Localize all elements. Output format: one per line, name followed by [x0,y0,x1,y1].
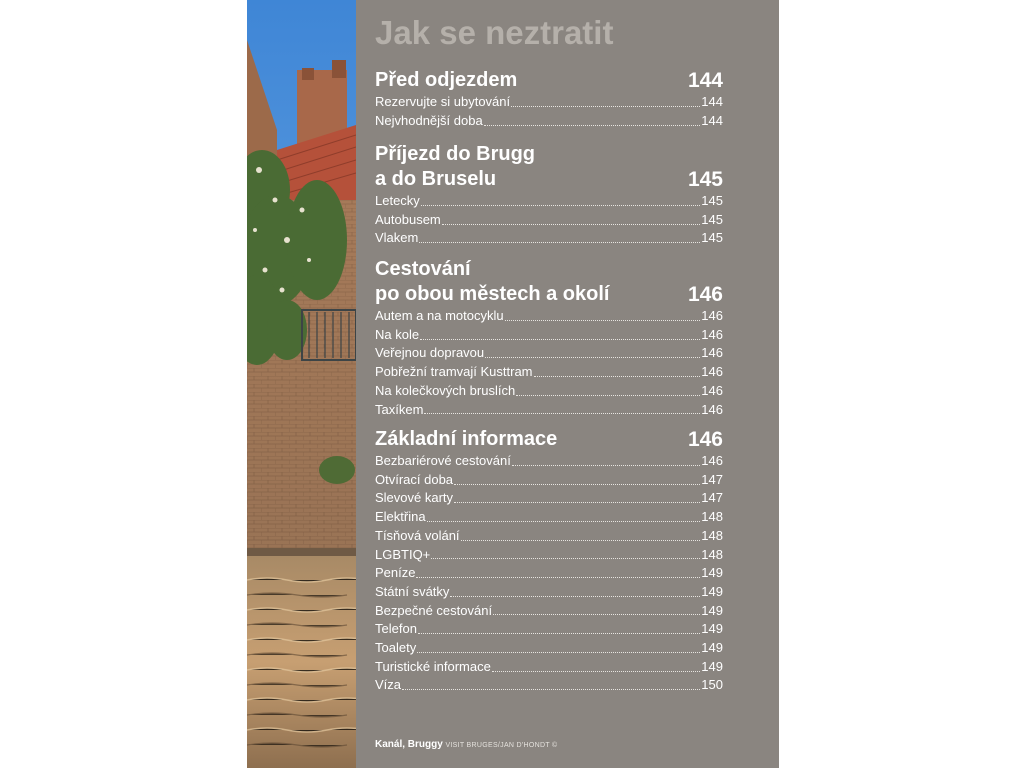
dot-leader [418,632,700,634]
toc-section-before-departure [375,68,723,130]
toc-entry-page: 146 [701,364,723,380]
toc-entry[interactable] [375,546,723,565]
toc-entry[interactable] [375,363,723,382]
toc-entry-page: 149 [701,621,723,637]
toc-entry[interactable] [375,344,723,363]
toc-entry[interactable] [375,382,723,401]
toc-entry[interactable] [375,112,723,131]
page-title: Jak se neztratit [375,14,614,51]
dot-leader [534,375,701,377]
toc-entry-page: 149 [701,565,723,581]
toc-entry-label: Autem a na motocyklu [375,308,504,323]
toc-entry-label: Na kole [375,326,420,342]
section-heading-page: 146 [687,283,723,306]
toc-entry[interactable] [375,93,723,112]
toc-entry-label: Na kolečkových bruslích [375,382,516,398]
toc-entry[interactable] [375,676,723,695]
toc-entry-label: Víza [375,677,402,693]
toc-entry[interactable] [375,489,723,508]
toc-entry[interactable] [375,326,723,345]
dot-leader [512,464,700,466]
toc-section-basic-info [375,427,723,695]
dot-leader [505,319,701,321]
toc-entry-page: 146 [701,401,723,417]
toc-entry[interactable] [375,639,723,658]
toc-entry-page: 148 [701,527,723,543]
contents-panel [356,0,779,768]
section-heading-text: Příjezd do Brugg a do Bruselu [375,143,535,190]
toc-entry-label: Veřejnou dopravou [375,345,485,361]
toc-entry[interactable] [375,229,723,248]
toc-entry-label: Státní svátky [375,583,450,599]
toc-entry[interactable] [375,583,723,602]
toc-entry-label: Nejvhodnější doba [375,112,483,128]
toc-entry-label: Taxíkem [375,401,424,417]
toc-entry[interactable] [375,658,723,677]
toc-entry-label: Telefon [375,621,417,637]
dot-leader [484,124,701,126]
toc-entry-page: 146 [701,382,723,398]
dot-leader [461,539,701,541]
toc-entry-page: 149 [701,583,723,599]
toc-entry-page: 150 [701,677,723,693]
toc-entry-label: Tísňová volání [375,527,460,543]
dot-leader [416,576,700,578]
toc-entry-label: Bezpečné cestování [375,602,493,618]
toc-entry[interactable] [375,401,723,420]
dot-leader [417,651,700,653]
dot-leader [454,483,700,485]
toc-entry[interactable] [375,471,723,490]
toc-entry-page: 147 [701,490,723,506]
toc-entry[interactable] [375,452,723,471]
toc-entry[interactable] [375,527,723,546]
toc-entry-label: Rezervujte si ubytování [375,94,511,109]
toc-entry-label: Elektřina [375,509,426,525]
photo-credit: VISIT BRUGES/JAN D'HONDT © [445,742,558,749]
dot-leader [419,241,700,243]
toc-entry-page: 144 [701,94,723,109]
section-heading-page: 145 [687,168,723,191]
toc-entry-page: 145 [701,230,723,246]
toc-section-getting-around [375,257,723,419]
toc-entry-page: 145 [701,193,723,208]
toc-entry[interactable] [375,564,723,583]
toc-section-heading[interactable] [375,257,723,307]
toc-entry-page: 146 [701,308,723,323]
dot-leader [516,394,700,396]
photo-caption [375,739,558,750]
section-heading-text: Základní informace [375,428,558,450]
toc-entry-page: 146 [701,453,723,468]
dot-leader [427,520,701,522]
toc-entry[interactable] [375,602,723,621]
toc-entry-label: Vlakem [375,230,419,246]
toc-entry-page: 146 [701,326,723,342]
toc-entry-label: Slevové karty [375,490,454,506]
toc-entry[interactable] [375,307,723,326]
dot-leader [421,204,700,206]
toc-section-heading[interactable] [375,68,723,93]
toc-entry[interactable] [375,508,723,527]
toc-entry-page: 148 [701,546,723,562]
section-heading-page: 144 [687,69,723,92]
toc-entry-page: 146 [701,345,723,361]
dot-leader [450,595,700,597]
toc-entry-label: Pobřežní tramvají Kusttram [375,364,533,380]
toc-entry[interactable] [375,192,723,211]
dot-leader [493,613,700,615]
toc-section-heading[interactable] [375,427,723,452]
toc-entry-label: Autobusem [375,211,441,227]
dot-leader [442,223,701,225]
toc-entry-label: Peníze [375,565,416,581]
dot-leader [492,670,700,672]
toc-entry-label: LGBTIQ+ [375,546,431,562]
toc-section-arrival [375,142,723,248]
dot-leader [420,338,700,340]
toc-entry[interactable] [375,211,723,230]
toc-entry-page: 149 [701,658,723,674]
canal-photo [247,0,356,768]
toc-entry-page: 144 [701,112,723,128]
dot-leader [485,356,700,358]
toc-entry-label: Letecky [375,193,420,208]
section-heading-text: Cestování po obou městech a okolí [375,258,610,305]
toc-entry-label: Bezbariérové cestování [375,453,511,468]
toc-entry[interactable] [375,620,723,639]
toc-entry-page: 149 [701,602,723,618]
toc-entry-label: Turistické informace [375,658,491,674]
caption-text: Kanál, Bruggy [375,739,443,750]
toc-section-heading[interactable] [375,142,723,192]
section-heading-text: Před odjezdem [375,69,518,91]
section-heading-page: 146 [687,428,723,451]
dot-leader [431,557,700,559]
toc-entry-label: Otvírací doba [375,471,454,487]
toc-entry-page: 148 [701,509,723,525]
dot-leader [424,412,700,414]
toc-entry-label: Toalety [375,640,417,656]
toc-entry-page: 149 [701,640,723,656]
dot-leader [454,501,700,503]
dot-leader [511,105,700,107]
toc-entry-page: 147 [701,471,723,487]
dot-leader [402,688,700,690]
toc-entry-page: 145 [701,211,723,227]
